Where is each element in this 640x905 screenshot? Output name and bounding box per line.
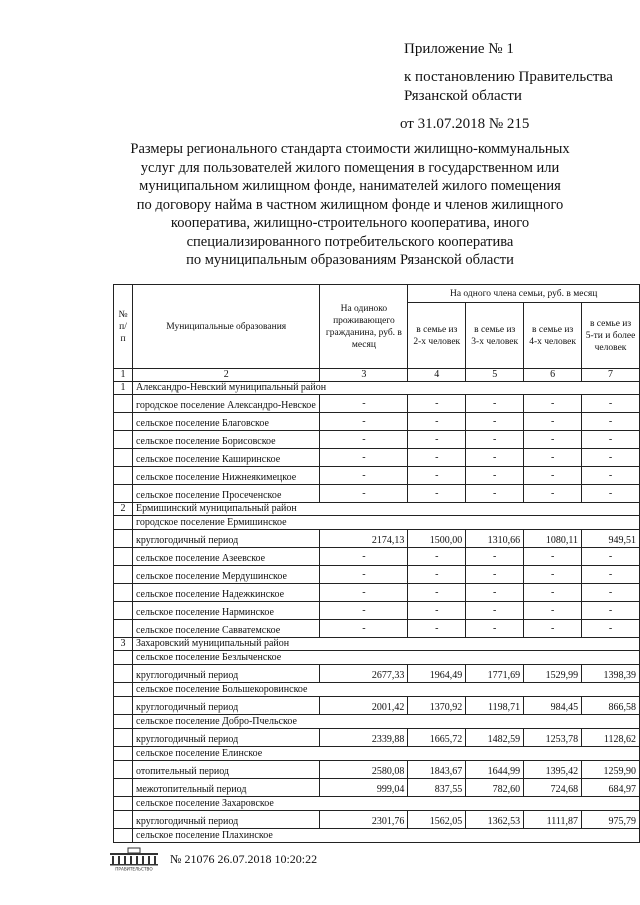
value-cell: 949,51: [582, 530, 640, 548]
municipality-name: круглогодичный период: [132, 811, 319, 829]
municipality-name: круглогодичный период: [132, 665, 319, 683]
empty-value: -: [524, 548, 582, 566]
empty-value: -: [466, 548, 524, 566]
title-line: по договору найма в частном жилищном фонде и членов жилищного: [136, 196, 564, 213]
value-cell: 1310,66: [466, 530, 524, 548]
column-number: 7: [582, 369, 640, 382]
value-cell: 1843,67: [408, 761, 466, 779]
value-cell: 975,79: [582, 811, 640, 829]
title-line: кооператива, жилищно-строительного кооператива, иного: [170, 215, 530, 231]
empty-value: -: [408, 602, 466, 620]
government-building-icon: [108, 847, 160, 871]
municipality-name: сельское поселение Савватемское: [132, 620, 319, 638]
municipality-name: сельское поселение Нарминское: [132, 602, 319, 620]
empty-value: -: [466, 584, 524, 602]
empty-value: -: [320, 620, 408, 638]
table-row: [114, 602, 640, 620]
empty-value: -: [582, 395, 640, 413]
value-cell: 1964,49: [408, 665, 466, 683]
settlement-name: сельское поселение Безлыченское: [132, 651, 639, 665]
municipality-name: сельское поселение Каширинское: [132, 449, 319, 467]
value-cell: 1080,11: [524, 530, 582, 548]
empty-value: -: [582, 485, 640, 503]
value-cell: 866,58: [582, 697, 640, 715]
empty-value: -: [466, 485, 524, 503]
table-row: [114, 665, 640, 683]
settlement-name: сельское поселение Елинское: [132, 747, 639, 761]
appendix-date: от 31.07.2018 № 215: [400, 116, 530, 132]
empty-value: -: [582, 584, 640, 602]
empty-value: -: [320, 485, 408, 503]
column-number: 5: [466, 369, 524, 382]
value-cell: 1111,87: [524, 811, 582, 829]
empty-value: -: [408, 485, 466, 503]
settlement-name: сельское поселение Плахинское: [132, 829, 639, 843]
value-cell: 1198,71: [466, 697, 524, 715]
row-number: 3: [114, 638, 133, 651]
value-cell: 2339,88: [320, 729, 408, 747]
table-row: [114, 761, 640, 779]
column-number-row: [114, 369, 640, 382]
settlement-header-row: [114, 797, 640, 811]
empty-value: -: [524, 584, 582, 602]
empty-value: -: [466, 602, 524, 620]
empty-value: -: [524, 602, 582, 620]
empty-value: -: [408, 620, 466, 638]
empty-value: -: [408, 584, 466, 602]
value-cell: 2174,13: [320, 530, 408, 548]
settlement-header-row: [114, 829, 640, 843]
table-row: [114, 548, 640, 566]
municipality-name: городское поселение Александро-Невское: [132, 395, 319, 413]
settlement-header-row: [114, 715, 640, 729]
empty-value: -: [320, 395, 408, 413]
empty-value: -: [320, 467, 408, 485]
empty-value: -: [466, 467, 524, 485]
column-number: 2: [132, 369, 319, 382]
appendix-block: [400, 40, 613, 134]
section-row: [114, 638, 640, 651]
value-cell: 1362,53: [466, 811, 524, 829]
settlement-header-row: [114, 747, 640, 761]
empty-value: -: [524, 431, 582, 449]
header-num: № п/п: [114, 285, 133, 369]
municipality-name: сельское поселение Надежкинское: [132, 584, 319, 602]
header-per-member: На одного члена семьи, руб. в месяц: [408, 285, 640, 303]
empty-value: -: [524, 620, 582, 638]
municipality-name: сельское поселение Нижнеякимецкое: [132, 467, 319, 485]
empty-value: -: [466, 566, 524, 584]
district-name: Ермишинский муниципальный район: [132, 503, 639, 516]
column-number: 1: [114, 369, 133, 382]
empty-value: -: [582, 431, 640, 449]
empty-value: -: [524, 395, 582, 413]
district-name: Александро-Невский муниципальный район: [132, 382, 639, 395]
settlement-header-row: [114, 651, 640, 665]
appendix-region: Рязанской области: [404, 88, 522, 104]
empty-value: -: [320, 602, 408, 620]
municipality-name: круглогодичный период: [132, 697, 319, 715]
header-family-5: в семье из 5-ти и более человек: [582, 303, 640, 369]
district-name: Захаровский муниципальный район: [132, 638, 639, 651]
title-line: специализированного потребительского кооператива: [186, 233, 514, 250]
settlement-name: городское поселение Ермишинское: [132, 516, 639, 530]
municipality-name: сельское поселение Борисовское: [132, 431, 319, 449]
value-cell: 1482,59: [466, 729, 524, 747]
value-cell: 1398,39: [582, 665, 640, 683]
column-number: 6: [524, 369, 582, 382]
settlement-name: сельское поселение Захаровское: [132, 797, 639, 811]
value-cell: 1644,99: [466, 761, 524, 779]
table-row: [114, 449, 640, 467]
empty-value: -: [582, 467, 640, 485]
row-number: 2: [114, 503, 133, 516]
value-cell: 782,60: [466, 779, 524, 797]
value-cell: 1529,99: [524, 665, 582, 683]
title-line: Размеры регионального стандарта стоимости жилищно-коммунальных: [130, 141, 570, 157]
value-cell: 1562,05: [408, 811, 466, 829]
table-row: [114, 584, 640, 602]
title-line: муниципальном жилищном фонде, нанимателей жилого помещения: [139, 178, 561, 194]
value-cell: 1370,92: [408, 697, 466, 715]
empty-value: -: [320, 548, 408, 566]
empty-value: -: [524, 485, 582, 503]
empty-value: -: [466, 413, 524, 431]
empty-value: -: [408, 413, 466, 431]
table-row: [114, 530, 640, 548]
table-row: [114, 431, 640, 449]
appendix-resolution: к постановлению Правительства: [404, 69, 613, 85]
logo-caption: ПРАВИТЕЛЬСТВО: [115, 866, 153, 871]
value-cell: 1253,78: [524, 729, 582, 747]
empty-value: -: [582, 602, 640, 620]
document-title: [60, 140, 640, 270]
empty-value: -: [408, 431, 466, 449]
empty-value: -: [524, 413, 582, 431]
empty-value: -: [408, 548, 466, 566]
municipality-name: сельское поселение Мердушинское: [132, 566, 319, 584]
header-family-2: в семье из 2-х человек: [408, 303, 466, 369]
empty-value: -: [582, 449, 640, 467]
value-cell: 837,55: [408, 779, 466, 797]
municipality-name: круглогодичный период: [132, 530, 319, 548]
standards-table: [113, 284, 640, 843]
value-cell: 1500,00: [408, 530, 466, 548]
settlement-header-row: [114, 516, 640, 530]
table-row: [114, 395, 640, 413]
section-row: [114, 503, 640, 516]
value-cell: 724,68: [524, 779, 582, 797]
municipality-name: круглогодичный период: [132, 729, 319, 747]
empty-value: -: [466, 395, 524, 413]
value-cell: 1259,90: [582, 761, 640, 779]
title-line: по муниципальным образованиям Рязанской области: [186, 252, 514, 268]
empty-value: -: [320, 431, 408, 449]
value-cell: 1395,42: [524, 761, 582, 779]
municipality-name: сельское поселение Азеевское: [132, 548, 319, 566]
empty-value: -: [408, 467, 466, 485]
value-cell: 2001,42: [320, 697, 408, 715]
empty-value: -: [466, 449, 524, 467]
empty-value: -: [466, 620, 524, 638]
header-family-3: в семье из 3-х человек: [466, 303, 524, 369]
empty-value: -: [582, 413, 640, 431]
empty-value: -: [524, 566, 582, 584]
empty-value: -: [320, 413, 408, 431]
row-number: 1: [114, 382, 133, 395]
column-number: 4: [408, 369, 466, 382]
empty-value: -: [408, 395, 466, 413]
municipality-name: сельское поселение Благовское: [132, 413, 319, 431]
municipality-name: сельское поселение Просеченское: [132, 485, 319, 503]
empty-value: -: [408, 566, 466, 584]
table-row: [114, 811, 640, 829]
value-cell: 2580,08: [320, 761, 408, 779]
settlement-name: сельское поселение Большекоровинское: [132, 683, 639, 697]
table-row: [114, 566, 640, 584]
table-body: [114, 382, 640, 843]
settlement-name: сельское поселение Добро-Пчельское: [132, 715, 639, 729]
empty-value: -: [524, 467, 582, 485]
table-row: [114, 697, 640, 715]
empty-value: -: [466, 431, 524, 449]
column-number: 3: [320, 369, 408, 382]
municipality-name: межотопительный период: [132, 779, 319, 797]
value-cell: 1665,72: [408, 729, 466, 747]
header-municipality: Муниципальные образования: [132, 285, 319, 369]
value-cell: 2301,76: [320, 811, 408, 829]
empty-value: -: [582, 620, 640, 638]
footer: [108, 848, 317, 870]
empty-value: -: [582, 548, 640, 566]
empty-value: -: [582, 566, 640, 584]
appendix-title: Приложение № 1: [404, 41, 514, 57]
empty-value: -: [320, 566, 408, 584]
empty-value: -: [408, 449, 466, 467]
value-cell: 1128,62: [582, 729, 640, 747]
header-family-4: в семье из 4-х человек: [524, 303, 582, 369]
empty-value: -: [524, 449, 582, 467]
value-cell: 1771,69: [466, 665, 524, 683]
value-cell: 684,97: [582, 779, 640, 797]
title-line: услуг для пользователей жилого помещения в государственном или: [140, 159, 560, 176]
settlement-header-row: [114, 683, 640, 697]
header-single: На одиноко проживающего гражданина, руб. в месяц: [320, 285, 408, 369]
empty-value: -: [320, 584, 408, 602]
value-cell: 984,45: [524, 697, 582, 715]
section-row: [114, 382, 640, 395]
table-row: [114, 620, 640, 638]
table-row: [114, 779, 640, 797]
table-row: [114, 467, 640, 485]
value-cell: 999,04: [320, 779, 408, 797]
empty-value: -: [320, 449, 408, 467]
table-row: [114, 413, 640, 431]
table-row: [114, 485, 640, 503]
table-row: [114, 729, 640, 747]
document-registration-stamp: № 21076 26.07.2018 10:20:22: [170, 851, 318, 866]
municipality-name: отопительный период: [132, 761, 319, 779]
value-cell: 2677,33: [320, 665, 408, 683]
